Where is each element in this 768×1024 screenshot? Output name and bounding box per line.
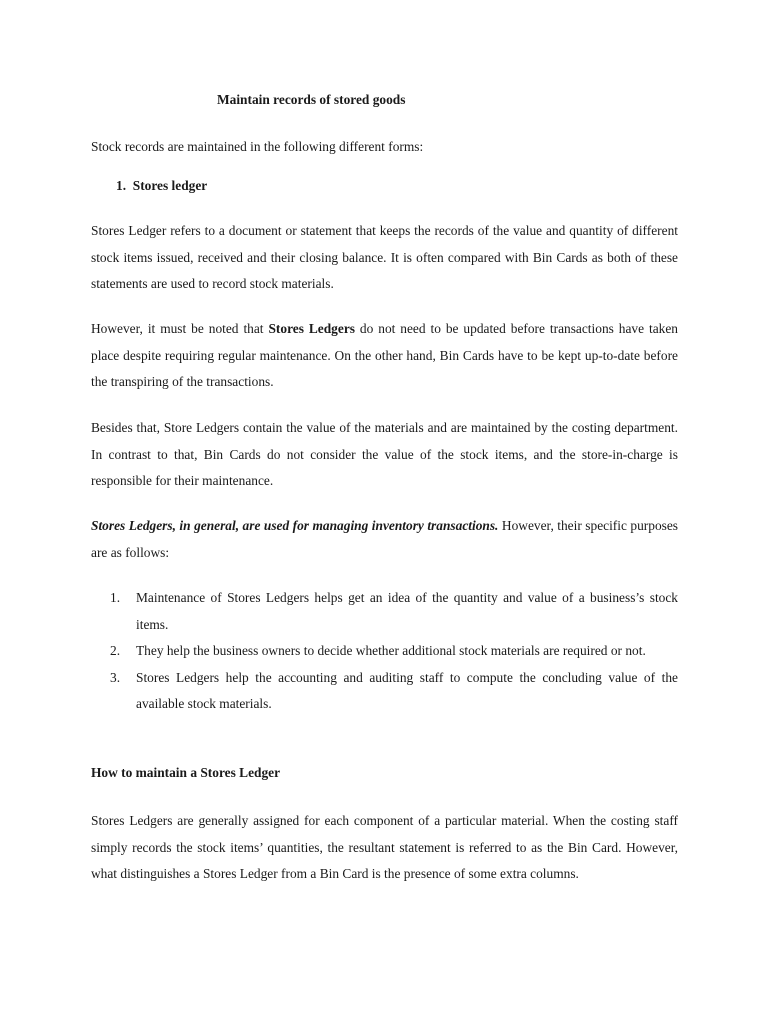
page-title: Maintain records of stored goods xyxy=(217,92,406,107)
assignment-paragraph: Stores Ledgers are generally assigned for each component of a particular material. When the costing staff simply records the stock items’ quantities, the resultant statement is referred to as the Bin Card. However, what distinguishes a Stores Ledger from a Bin Card is the presence of some extra columns. xyxy=(91,813,678,881)
purposes-intro-paragraph xyxy=(91,513,678,566)
costing-department-paragraph: Besides that, Store Ledgers contain the value of the materials and are maintained by the costing department. In contrast to that, Bin Cards do not consider the value of the stock items, and the store-in-charge is responsible for their maintenance. xyxy=(91,420,678,488)
para-text: do not need to be updated before transactions have taken place despite requiring regular maintenance. On the other hand, Bin Cards have to be kept up-to-date before the transpiring of the transactions. xyxy=(91,321,678,389)
list-item-text: They help the business owners to decide whether additional stock materials are required or not. xyxy=(136,643,646,658)
section-title: Stores ledger xyxy=(132,178,208,193)
section-heading-stores-ledger xyxy=(116,178,207,194)
stores-ledger-definition-paragraph: Stores Ledger refers to a document or statement that keeps the records of the value and quantity of different stock items issued, received and their closing balance. It is often compared with Bin Cards as both of these statements are used to record stock materials. xyxy=(91,223,678,291)
section-heading-how-to-maintain: How to maintain a Stores Ledger xyxy=(91,765,281,780)
para-text: However, it must be noted that xyxy=(91,321,269,336)
bold-term: Stores Ledgers xyxy=(268,321,355,336)
para-text: However, their specific purposes are as follows: xyxy=(91,518,679,560)
list-item-number: 3. xyxy=(110,669,121,685)
update-timing-paragraph xyxy=(91,316,678,396)
list-item-text: Stores Ledgers help the accounting and auditing staff to compute the concluding value of the available stock materials. xyxy=(136,669,678,711)
list-item xyxy=(110,638,678,665)
purposes-list xyxy=(110,585,678,718)
intro-paragraph: Stock records are maintained in the following different forms: xyxy=(91,139,424,154)
emphasis-text: Stores Ledgers, in general, are used for managing inventory transactions. xyxy=(91,518,499,533)
section-number: 1. xyxy=(116,178,127,193)
list-item-text: Maintenance of Stores Ledgers helps get an idea of the quantity and value of a business’s stock items. xyxy=(136,590,678,632)
list-item xyxy=(110,665,678,718)
list-item-number: 2. xyxy=(110,643,121,658)
list-item xyxy=(110,585,678,638)
list-item-number: 1. xyxy=(110,590,121,605)
